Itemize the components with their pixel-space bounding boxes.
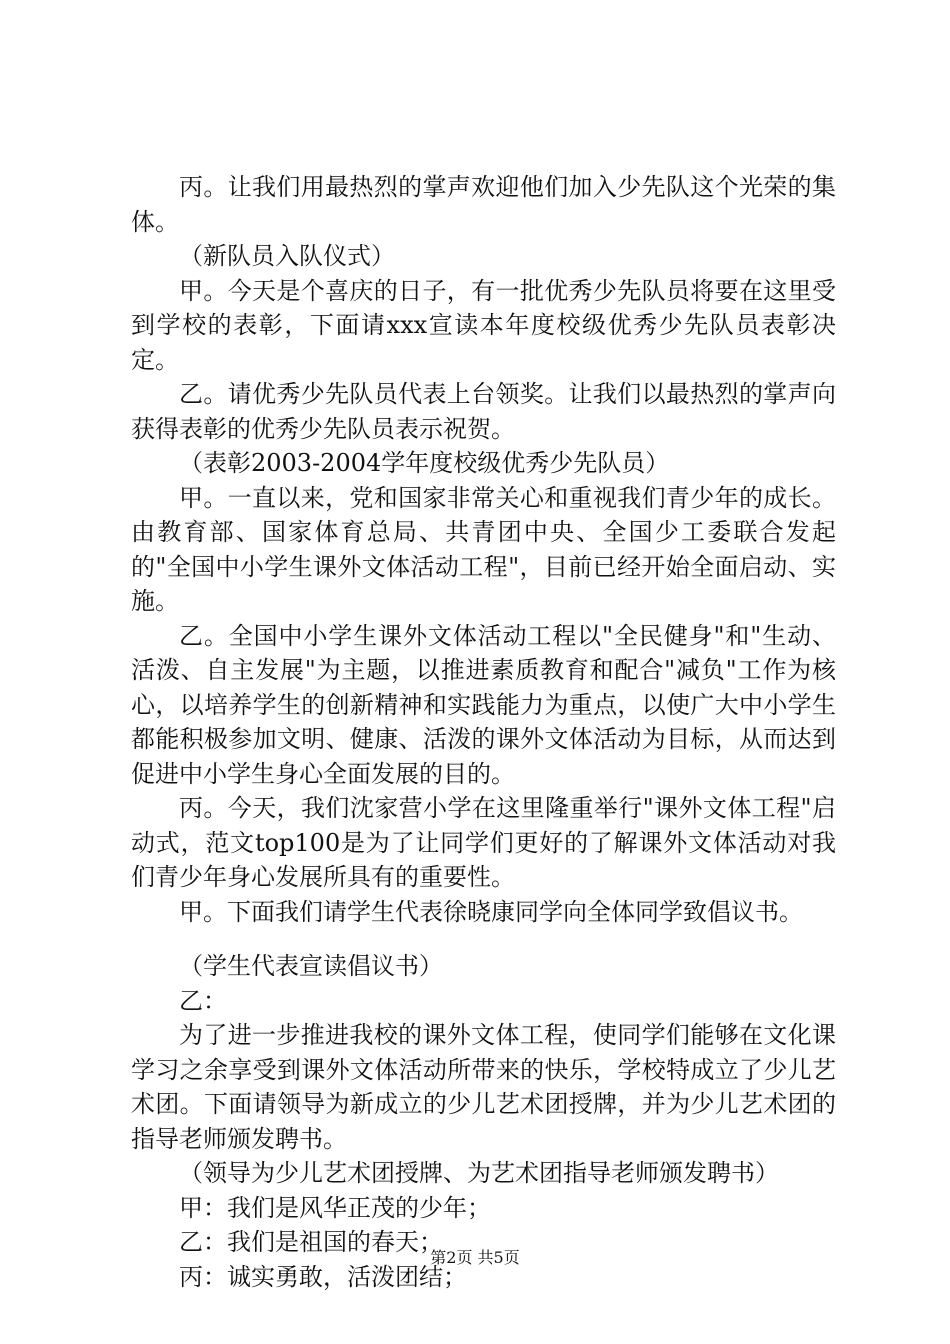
document-body <box>131 170 836 1294</box>
paragraph: （新队员入队仪式） <box>179 242 395 270</box>
paragraph: 甲。今天是个喜庆的日子，有一批优秀少先队员将要在这里受到学校的表彰，下面请xxx宣读本年度校级优秀少先队员表彰决定。 <box>131 276 836 374</box>
paragraph: 丙。让我们用最热烈的掌声欢迎他们加入少先队这个光荣的集体。 <box>131 173 836 236</box>
paragraph: （领导为少儿艺术团授牌、为艺术团指导老师颁发聘书） <box>179 1159 779 1187</box>
paragraph: 丙：诚实勇敢，活泼团结； <box>179 1262 467 1291</box>
paragraph: 甲。下面我们请学生代表徐晓康同学向全体同学致倡议书。 <box>179 897 803 926</box>
paragraph: （表彰2003-2004学年度校级优秀少先队员） <box>179 449 670 477</box>
paragraph: 乙。全国中小学生课外文体活动工程以"全民健身"和"生动、活泼、自主发展"为主题，以推进素质教育和配合"减负"工作为核心，以培养学生的创新精神和实践能力为重点，以使广大中小学生都能积极参加文明、健康、活泼的课外文体活动为目标，从而达到促进中小学生身心全面发展的目的。 <box>131 621 836 788</box>
paragraph: 乙： <box>179 986 227 1015</box>
paragraph: 甲。一直以来，党和国家非常关心和重视我们青少年的成长。由教育部、国家体育总局、共青团中央、全国少工委联合发起的"全国中小学生课外文体活动工程"，目前已经开始全面启动、实施。 <box>131 483 836 615</box>
page-number-footer: 第2页 共5页 <box>430 1248 520 1267</box>
paragraph: 乙：我们是祖国的春天； <box>179 1228 443 1256</box>
paragraph: 甲：我们是风华正茂的少年； <box>179 1193 491 1222</box>
paragraph: 乙。请优秀少先队员代表上台领奖。让我们以最热烈的掌声向获得表彰的优秀少先队员表示祝贺。 <box>131 380 836 443</box>
paragraph: 为了进一步推进我校的课外文体工程，使同学们能够在文化课学习之余享受到课外文体活动所带来的快乐，学校特成立了少儿艺术团。下面请领导为新成立的少儿艺术团授牌，并为少儿艺术团的指导老师颁发聘书。 <box>131 1021 836 1153</box>
paragraph: 丙。今天，我们沈家营小学在这里隆重举行"课外文体工程"启动式，范文top100是为了让同学们更好的了解课外文体活动对我们青少年身心发展所具有的重要性。 <box>131 794 836 891</box>
paragraph: （学生代表宣读倡议书） <box>179 952 443 980</box>
